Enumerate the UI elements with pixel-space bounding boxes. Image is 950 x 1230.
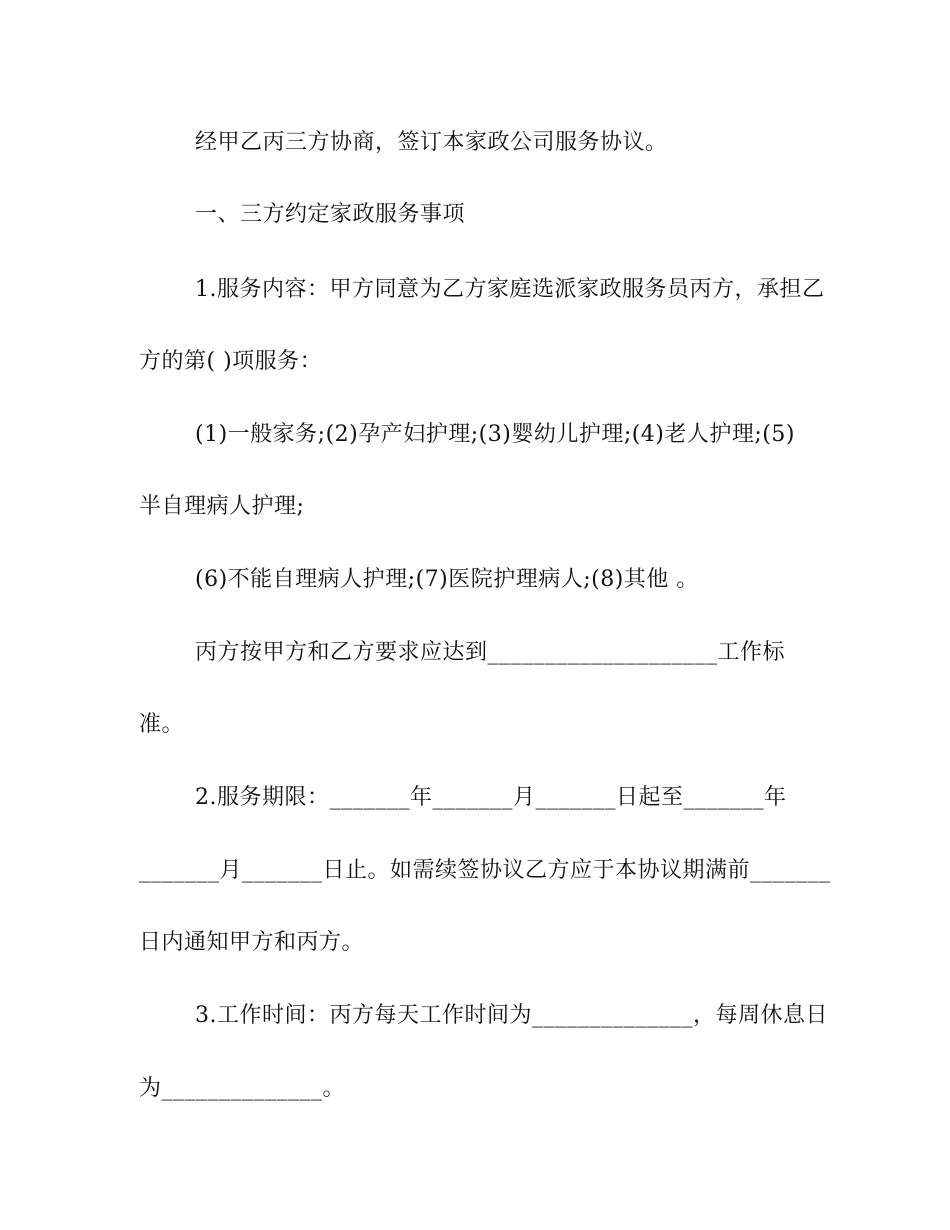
clause-2-line-3: 日内通知甲方和丙方。: [139, 930, 365, 955]
clause-1-line-2: 方的第( )项服务：: [139, 349, 323, 374]
standard-line-2: 准。: [139, 712, 185, 737]
service-options-line-3: (6)不能自理病人护理;(7)医院护理病人;(8)其他 。: [195, 567, 699, 592]
service-options-line-1: (1)一般家务;(2)孕产妇护理;(3)婴幼儿护理;(4)老人护理;(5): [195, 422, 795, 447]
clause-3-line-1: 3.工作时间：丙方每天工作时间为______________，每周休息日: [195, 1003, 828, 1028]
standard-line-1: 丙方按甲方和乙方要求应达到____________________工作标: [195, 640, 786, 665]
section-heading: 一、三方约定家政服务事项: [195, 202, 466, 227]
clause-3-line-2: 为______________。: [139, 1076, 346, 1101]
service-options-line-2: 半自理病人护理;: [139, 494, 305, 519]
intro-line: 经甲乙丙三方协商，签订本家政公司服务协议。: [195, 130, 668, 155]
clause-1-line-1: 1.服务内容：甲方同意为乙方家庭选派家政服务员丙方，承担乙: [195, 277, 825, 302]
clause-2-line-1: 2.服务期限：_______年_______月_______日起至_______年: [195, 785, 787, 810]
clause-2-line-2: _______月_______日止。如需续签协议乙方应于本协议期满前_______: [139, 858, 831, 883]
